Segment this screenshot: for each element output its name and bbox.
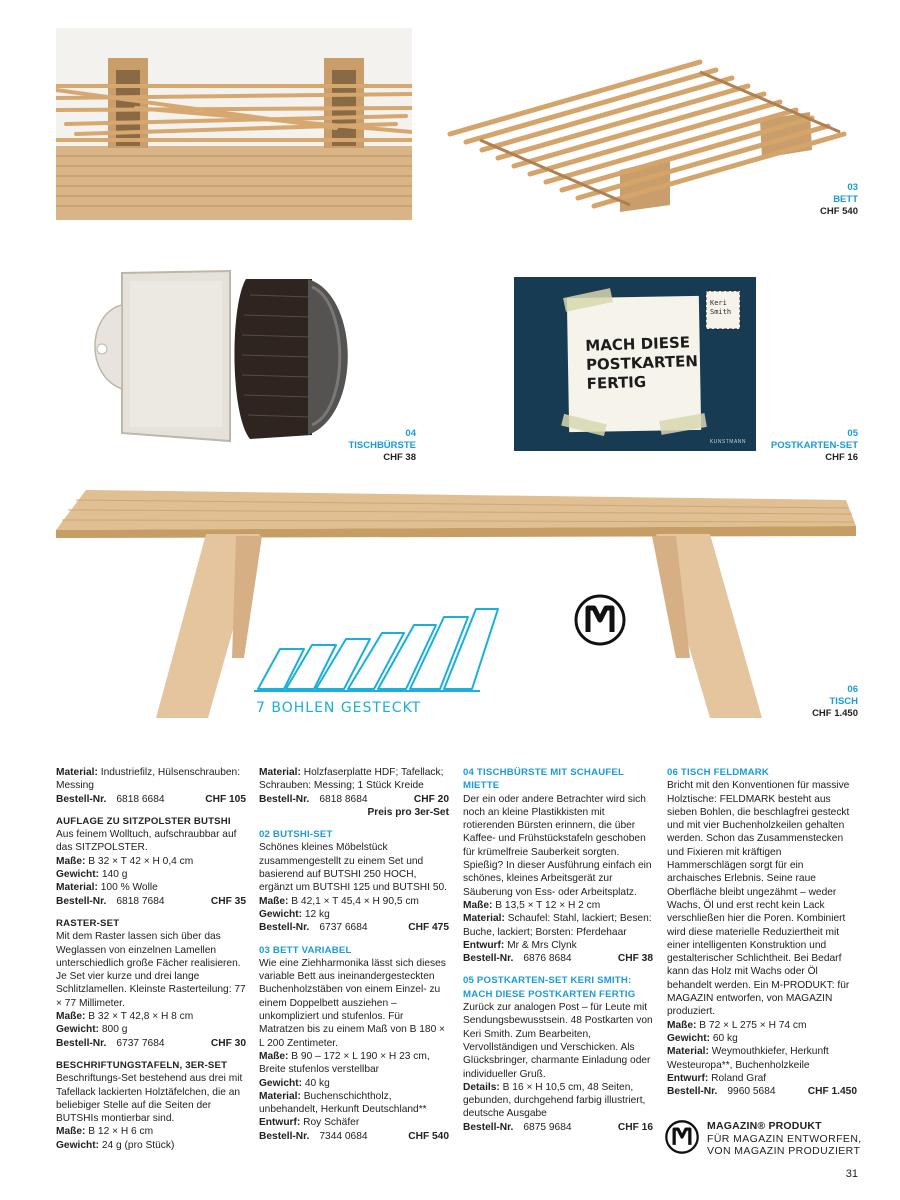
label: Bestell-Nr. xyxy=(667,1086,718,1098)
label: Maße: xyxy=(56,1126,86,1138)
label: Material: xyxy=(259,767,301,778)
label: Gewicht: xyxy=(56,1139,100,1151)
product-price: CHF 540 xyxy=(819,206,858,217)
label: Gewicht: xyxy=(259,1077,303,1089)
section-text: Bricht mit den Konventionen für massive Holztische: FELDMARK besteht aus sieben Bohlen, die beschlagfrei gesteckt und mit vier Buchenholzkeilen gehalten werden. Schon das Zusammenstecken und Fixieren mit kräftigen Hammerschlägen sorgt für ein archaisches Erlebnis. Seine raue Oberfläche bleibt ungezähmt – weder Wachs, Öl und erst recht kein Lack verschließen hier die Poren. Kombiniert wird diese materielle Reduziertheit mit einer intelligenten Konstruktion und gestalterischer Schlichtheit. Bei Bedarf kann das Holz mit Wachs oder Öl behandelt werden. Ein M-PRODUKT: für MAGAZIN entworfen, von MAGAZIN produziert. xyxy=(667,780,850,1018)
label: Bestell-Nr. xyxy=(259,1130,310,1142)
section-title: 05 POSTKARTEN-SET KERI SMITH: MACH DIESE POSTKARTEN FERTIG xyxy=(463,975,636,1000)
section-title: AUFLAGE ZU SITZPOLSTER BUTSHI xyxy=(56,815,231,827)
label: Material: xyxy=(463,913,505,925)
price: CHF 35 xyxy=(210,895,246,907)
value: 800 g xyxy=(101,1024,128,1036)
label: Material: xyxy=(56,767,98,778)
order-number: 7344 0684 xyxy=(319,1130,368,1142)
m-logo-icon xyxy=(665,1120,699,1154)
order-number: 6818 8684 xyxy=(319,793,368,805)
label: Gewicht: xyxy=(56,1024,100,1036)
section-text: Der ein oder andere Betrachter wird sich noch an kleine Plastikkisten mit rotierenden Bürsten erinnern, die über Kaffee- und Frühstückstafeln geschoben für krümelfreie Sauberkeit sorgten. Spießig? In dieser Ausführung einfach ein schönes, kleines Arbeitsgerät zur Säuberung von Ess- oder Arbeitsplatz. xyxy=(463,793,652,898)
book-title xyxy=(585,333,697,394)
order-row xyxy=(463,1121,653,1134)
caption-03 xyxy=(760,182,858,218)
section-title: BESCHRIFTUNGSTAFELN, 3ER-SET xyxy=(56,1059,228,1071)
mark-line: VON MAGAZIN PRODUZIERT xyxy=(707,1145,861,1157)
label: Maße: xyxy=(667,1019,697,1031)
price: CHF 38 xyxy=(617,953,653,965)
value: B 12 × H 6 cm xyxy=(88,1126,154,1138)
label: Entwurf: xyxy=(259,1117,301,1129)
value: Holzfaserplatte HDF; Tafellack; Schrauben: Messing; 1 Stück Kreide xyxy=(259,767,444,792)
value: Roland Graf xyxy=(711,1072,767,1084)
product-name: POSTKARTEN-SET xyxy=(770,440,858,451)
order-number: 6737 6684 xyxy=(319,922,368,934)
section-text: Schönes kleines Möbelstück zusammengestellt zu einem Set und basierend auf BUTSHI 250 HOCH, ergänzt um BUTSHI 125 und BUTSHI 50. xyxy=(259,842,447,894)
order-number: 6818 7684 xyxy=(116,895,165,907)
section-title: RASTER-SET xyxy=(56,917,120,929)
price: CHF 16 xyxy=(617,1121,653,1133)
order-row xyxy=(259,793,449,806)
label: Gewicht: xyxy=(56,869,100,881)
product-number: 06 xyxy=(847,684,858,695)
order-row xyxy=(667,1085,857,1098)
label: Gewicht: xyxy=(259,908,303,920)
mark-title: MAGAZIN® PRODUKT xyxy=(707,1120,822,1132)
value: Buchenschichtholz, unbehandelt, Herkunft Deutschland** xyxy=(259,1090,427,1116)
section-text: Wie eine Ziehharmonika lässt sich dieses variable Bett aus ineinandergesteckten Buchenholzstäben von einem Einzel- zu einem Doppelbett ausziehen – unkompliziert und stufenlos. Für Matratzen bis zu einem Maß von B 180 × L 200 Zentimeter. xyxy=(259,957,446,1049)
text-column-4 xyxy=(667,766,857,1098)
product-number: 05 xyxy=(847,428,858,439)
page-number: 31 xyxy=(845,1168,858,1180)
value: 24 g (pro Stück) xyxy=(101,1139,175,1151)
caption-04 xyxy=(318,428,416,464)
order-number: 6875 9684 xyxy=(523,1121,572,1133)
order-row xyxy=(56,793,246,806)
label: Material: xyxy=(667,1046,709,1058)
value: Weymouthkiefer, Herkunft Westeuropa**, Buchenholzkeile xyxy=(667,1046,829,1071)
section-text: Mit dem Raster lassen sich über das Weglassen von einzelnen Lamellen unterschiedlich große Fächer realisieren. Je Set vier kurze und drei lange Schlitzlamellen. Kleinste Rasterteilung: 77 × 77 Millimeter. xyxy=(56,931,246,1009)
price: CHF 105 xyxy=(205,793,246,805)
value: 12 kg xyxy=(304,908,330,920)
stamp-author: Keri Smith xyxy=(710,299,732,316)
section-text: Zurück zur analogen Post – für Leute mit Sendungsbewusstsein. 48 Postkarten von Keri Smith. Zum Bearbeiten, Vervollständigen und Verschicken. Als Glücksbringer, charmante Einladung oder individueller Gruß. xyxy=(463,1002,653,1080)
value: B 90 – 172 × L 190 × H 23 cm, Breite stufenlos verstellbar xyxy=(259,1050,430,1076)
value: B 16 × H 10,5 cm, 48 Seiten, gebunden, durchgehend farbig illustriert, deutsche Ausgabe xyxy=(463,1081,646,1120)
caption-05 xyxy=(740,428,858,464)
table-brush-photo xyxy=(80,265,360,445)
planks-sketch-icon xyxy=(254,605,504,700)
product-price: CHF 16 xyxy=(825,452,858,463)
text-column-1 xyxy=(56,766,246,1152)
book-title-line: FERTIG xyxy=(586,372,647,393)
order-row xyxy=(259,921,449,934)
price: CHF 1.450 xyxy=(807,1086,857,1098)
label: Maße: xyxy=(463,899,493,911)
label: Material: xyxy=(56,882,98,894)
text-column-2 xyxy=(259,766,449,1143)
magazin-product-mark xyxy=(665,1120,865,1160)
label: Bestell-Nr. xyxy=(463,1121,514,1133)
value: Schaufel: Stahl, lackiert; Besen: Buche, lackiert; Borsten: Pferdehaar xyxy=(463,913,652,938)
price: CHF 540 xyxy=(408,1130,449,1142)
label: Material: xyxy=(259,1090,301,1102)
label: Bestell-Nr. xyxy=(463,953,514,965)
label: Maße: xyxy=(56,1011,86,1023)
product-name: BETT xyxy=(833,194,858,205)
label: Maße: xyxy=(259,895,289,907)
caption-06 xyxy=(760,684,858,720)
value: 100 % Wolle xyxy=(100,882,158,894)
book-title-line: POSTKARTEN xyxy=(585,352,699,374)
label: Details: xyxy=(463,1081,500,1093)
m-logo-icon xyxy=(574,594,626,646)
label: Bestell-Nr. xyxy=(56,1037,107,1049)
order-number: 6737 7684 xyxy=(116,1037,165,1049)
label: Bestell-Nr. xyxy=(259,922,310,934)
value: Industriefilz, Hülsenschrauben: Messing xyxy=(56,767,241,792)
label: Maße: xyxy=(56,855,86,867)
label: Entwurf: xyxy=(667,1072,709,1084)
value: Roy Schäfer xyxy=(303,1117,360,1129)
label: Bestell-Nr. xyxy=(56,793,107,805)
label: Bestell-Nr. xyxy=(259,793,310,805)
order-row xyxy=(56,1037,246,1050)
text-column-3 xyxy=(463,766,653,1134)
product-name: TISCH xyxy=(829,696,858,707)
book-publisher: KUNSTMANN xyxy=(709,439,746,445)
price: CHF 30 xyxy=(210,1037,246,1049)
label: Bestell-Nr. xyxy=(56,895,107,907)
value: 40 kg xyxy=(304,1077,330,1089)
mark-text xyxy=(707,1120,862,1160)
label: Gewicht: xyxy=(667,1032,711,1044)
section-text: Beschriftungs-Set bestehend aus drei mit Tafellack lackierten Holztäfelchen, die an beliebiger Stelle auf die Seiten der BUTSHIs montierbar sind. xyxy=(56,1073,243,1125)
value: B 32 × T 42,8 × H 8 cm xyxy=(88,1011,194,1023)
label: Entwurf: xyxy=(463,939,505,951)
price-note: Preis pro 3er-Set xyxy=(367,806,449,818)
order-number: 9960 5684 xyxy=(727,1086,776,1098)
product-name: TISCHBÜRSTE xyxy=(348,440,416,451)
section-text: Aus feinem Wolltuch, aufschraubbar auf das SITZPOLSTER. xyxy=(56,829,237,854)
section-title: 03 BETT VARIABEL xyxy=(259,944,352,956)
section-title: 02 BUTSHI-SET xyxy=(259,829,333,841)
value: B 13,5 × T 12 × H 2 cm xyxy=(495,899,601,911)
order-number: 6876 8684 xyxy=(523,953,572,965)
bed-detail-photo xyxy=(56,28,412,220)
price: CHF 475 xyxy=(408,922,449,934)
book-title-line: MACH DIESE xyxy=(585,333,691,355)
label: Maße: xyxy=(259,1050,289,1062)
value: 140 g xyxy=(101,869,128,881)
value: 60 kg xyxy=(712,1032,738,1044)
product-price: CHF 38 xyxy=(383,452,416,463)
value: B 72 × L 275 × H 74 cm xyxy=(699,1019,807,1031)
value: Mr & Mrs Clynk xyxy=(507,939,577,951)
value: B 42,1 × T 45,4 × H 90,5 cm xyxy=(291,895,419,907)
mark-line: FÜR MAGAZIN ENTWORFEN, xyxy=(707,1132,862,1145)
postcard-book-photo xyxy=(514,277,756,451)
value: B 32 × T 42 × H 0,4 cm xyxy=(88,855,194,867)
price: CHF 20 xyxy=(413,793,449,805)
order-row xyxy=(259,1130,449,1143)
product-number: 04 xyxy=(405,428,416,439)
product-price: CHF 1.450 xyxy=(812,708,858,719)
section-title: 06 TISCH FELDMARK xyxy=(667,767,770,778)
order-row xyxy=(463,952,653,965)
product-number: 03 xyxy=(847,182,858,193)
order-row xyxy=(56,895,246,908)
section-title: 04 TISCHBÜRSTE MIT SCHAUFEL MIETTE xyxy=(463,767,624,792)
order-number: 6818 6684 xyxy=(116,793,165,805)
planks-sketch-label: 7 BOHLEN GESTECKT xyxy=(256,700,422,716)
